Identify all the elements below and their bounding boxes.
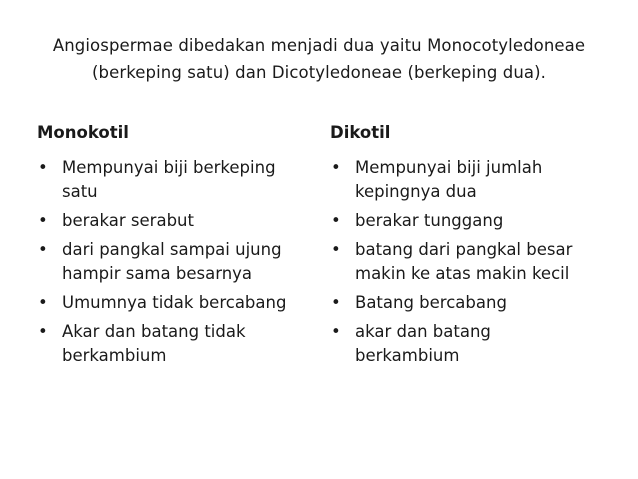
- bullet-icon: •: [331, 293, 341, 312]
- bullet-icon: •: [38, 293, 48, 312]
- list-item-text-line-1: Akar dan batang tidak: [62, 322, 246, 341]
- list-item: [330, 291, 610, 315]
- dikotil-column: [330, 123, 610, 373]
- list-item: [330, 156, 610, 204]
- list-item-text-line-1: berakar serabut: [62, 211, 194, 230]
- bullet-icon: •: [38, 240, 48, 259]
- slide-title-line-2: (berkeping satu) dan Dicotyledoneae (berkeping dua).: [91, 63, 547, 82]
- bullet-icon: •: [331, 158, 341, 177]
- list-item-text-line-2: berkambium: [62, 346, 167, 365]
- slide-title: [20, 32, 618, 86]
- list-item-text-line-2: hampir sama besarnya: [62, 264, 253, 283]
- list-item-text-line-2: kepingnya dua: [355, 182, 477, 201]
- monokotil-column: [37, 123, 307, 373]
- dikotil-list: [330, 156, 610, 368]
- bullet-icon: •: [38, 322, 48, 341]
- bullet-icon: •: [38, 158, 48, 177]
- list-item-text-line-2: berkambium: [355, 346, 460, 365]
- list-item: [37, 209, 307, 233]
- list-item: [37, 320, 307, 368]
- monokotil-heading: Monokotil: [37, 123, 129, 142]
- list-item-text-line-1: Mempunyai biji berkeping: [62, 158, 276, 177]
- list-item-text-line-1: Batang bercabang: [355, 293, 507, 312]
- list-item: [37, 291, 307, 315]
- list-item: [37, 156, 307, 204]
- bullet-icon: •: [331, 240, 341, 259]
- bullet-icon: •: [331, 211, 341, 230]
- list-item: [37, 238, 307, 286]
- slide-title-line-1: Angiospermae dibedakan menjadi dua yaitu Monocotyledoneae: [52, 36, 586, 55]
- list-item-text-line-1: akar dan batang: [355, 322, 491, 341]
- bullet-icon: •: [331, 322, 341, 341]
- list-item-text-line-2: satu: [62, 182, 98, 201]
- list-item-text-line-2: makin ke atas makin kecil: [355, 264, 570, 283]
- list-item-text-line-1: dari pangkal sampai ujung: [62, 240, 282, 259]
- list-item: [330, 209, 610, 233]
- bullet-icon: •: [38, 211, 48, 230]
- list-item-text-line-1: Mempunyai biji jumlah: [355, 158, 543, 177]
- monokotil-list: [37, 156, 307, 368]
- dikotil-heading: Dikotil: [330, 123, 391, 142]
- list-item: [330, 320, 610, 368]
- list-item-text-line-1: berakar tunggang: [355, 211, 504, 230]
- list-item: [330, 238, 610, 286]
- list-item-text-line-1: batang dari pangkal besar: [355, 240, 573, 259]
- list-item-text-line-1: Umumnya tidak bercabang: [62, 293, 287, 312]
